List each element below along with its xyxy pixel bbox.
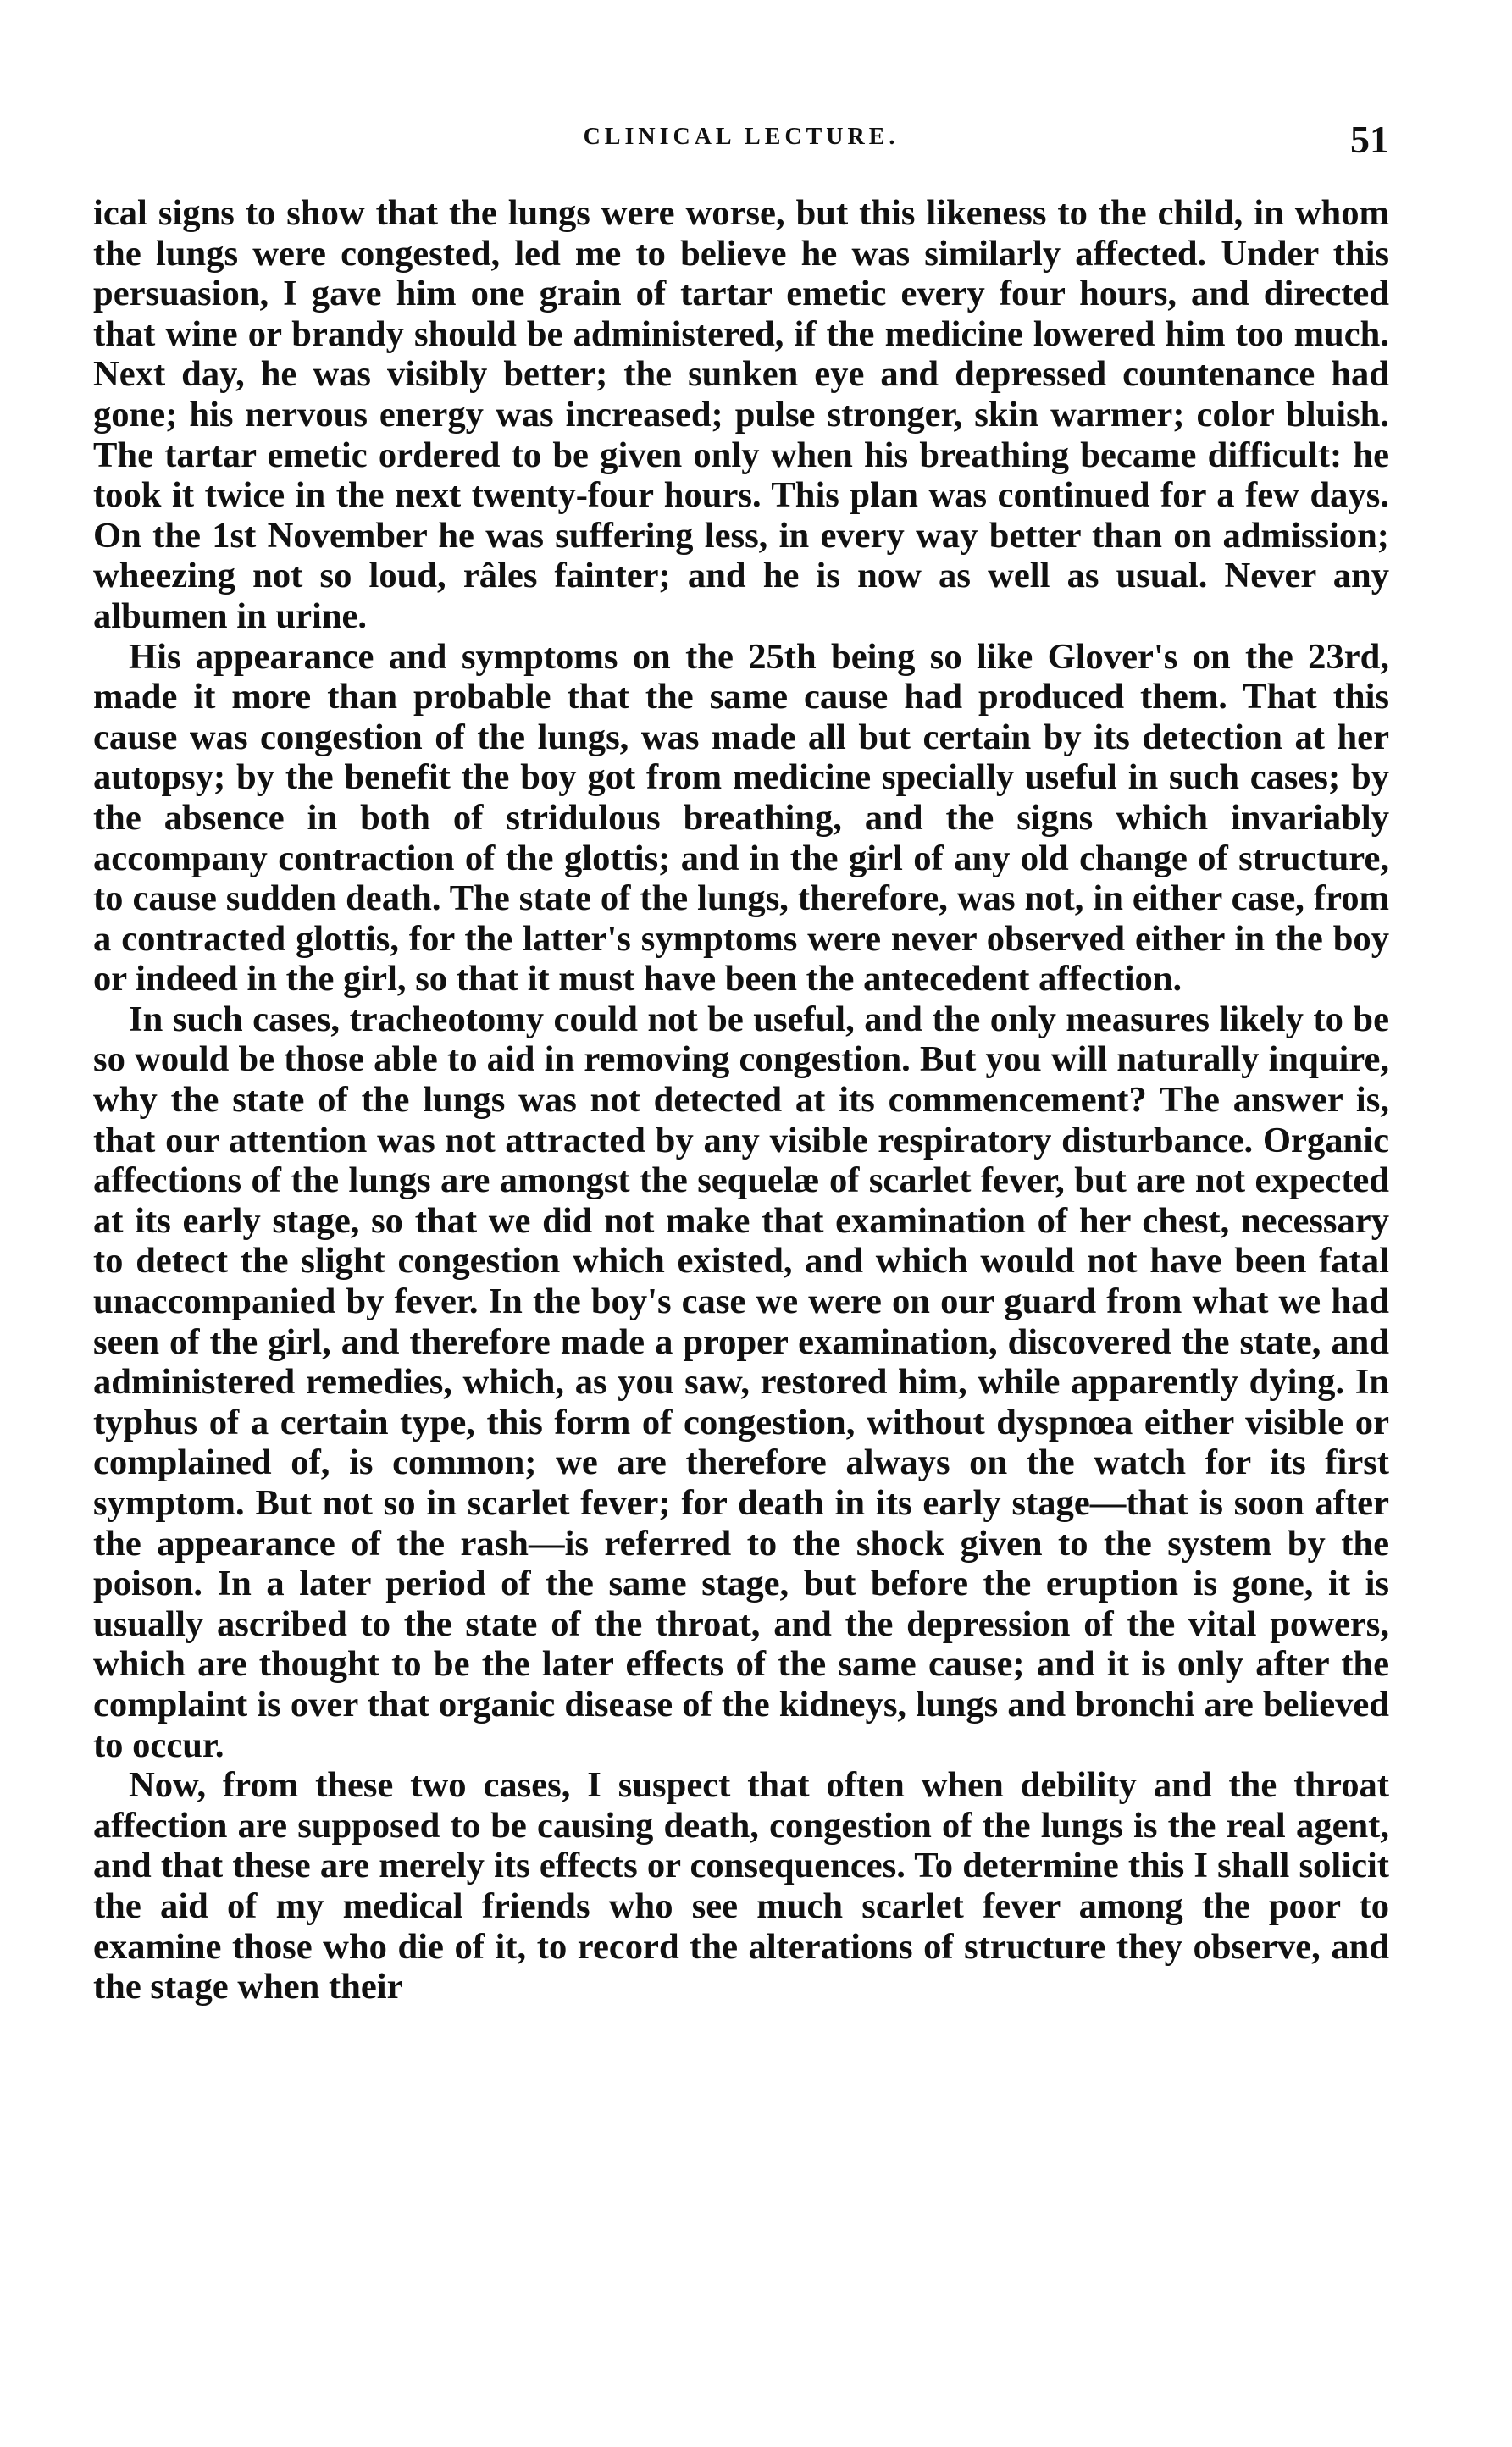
paragraph: In such cases, tracheotomy could not be useful, and the only measures likely to be so would be those able to aid in removing congestion. But you will naturally inquire, why the state of the lungs was not detected at its commencement? The answer is, that our attention was not attracted by any visible respiratory disturbance. Organic affections of the lungs are amongst the sequelæ of scarlet fever, but are not expected at its early stage, so that we did not make that examination of her chest, necessary to detect the slight congestion which existed, and which would not have been fatal unaccompanied by fever. In the boy's case we were on our guard from what we had seen of the girl, and therefore made a proper examination, discovered the state, and administered remedies, which, as you saw, restored him, while apparently dying. In typhus of a certain type, this form of congestion, without dyspnœa either visible or complained of, is common; we are therefore always on the watch for its first symptom. But not so in scarlet fever; for death in its early stage—that is soon after the appearance of the rash—is referred to the shock given to the system by the poison. In a later period of the same stage, but before the eruption is gone, it is usually ascribed to the state of the throat, and the depression of the vital powers, which are thought to be the later effects of the same cause; and it is only after the complaint is over that organic disease of the kidneys, lungs and bronchi are believed to occur. (93, 999, 1389, 1765)
page-header (93, 117, 1389, 168)
paragraph-continued: ical signs to show that the lungs were worse, but this likeness to the child, in whom the lungs were congested, led me to believe he was similarly affected. Under this persuasion, I gave him one grain of tartar emetic every four hours, and directed that wine or brandy should be administered, if the medicine lowered him too much. Next day, he was visibly better; the sunken eye and depressed countenance had gone; his nervous energy was increased; pulse stronger, skin warmer; color bluish. The tartar emetic ordered to be given only when his breathing became difficult: he took it twice in the next twenty-four hours. This plan was continued for a few days. On the 1st November he was suffering less, in every way better than on admission; wheezing not so loud, râles fainter; and he is now as well as usual. Never any albumen in urine. (93, 193, 1389, 636)
paragraph: His appearance and symptoms on the 25th being so like Glover's on the 23rd, made it more than probable that the same cause had produced them. That this cause was congestion of the lungs, was made all but certain by its detection at her autopsy; by the benefit the boy got from medicine specially useful in such cases; by the absence in both of stridulous breathing, and the signs which invariably accompany contraction of the glottis; and in the girl of any old change of structure, to cause sudden death. The state of the lungs, therefore, was not, in either case, from a contracted glottis, for the latter's symptoms were never observed either in the boy or indeed in the girl, so that it must have been the antecedent affection. (93, 636, 1389, 999)
running-head: CLINICAL LECTURE. (583, 124, 900, 150)
page-number: 51 (1350, 118, 1389, 161)
body-text (93, 193, 1389, 2007)
paragraph: Now, from these two cases, I suspect that often when debility and the throat affection are supposed to be causing death, congestion of the lungs is the real agent, and that these are merely its effects or consequences. To determine this I shall solicit the aid of my medical friends who see much scarlet fever among the poor to examine those who die of it, to record the alterations of structure they observe, and the stage when their (93, 1765, 1389, 2007)
